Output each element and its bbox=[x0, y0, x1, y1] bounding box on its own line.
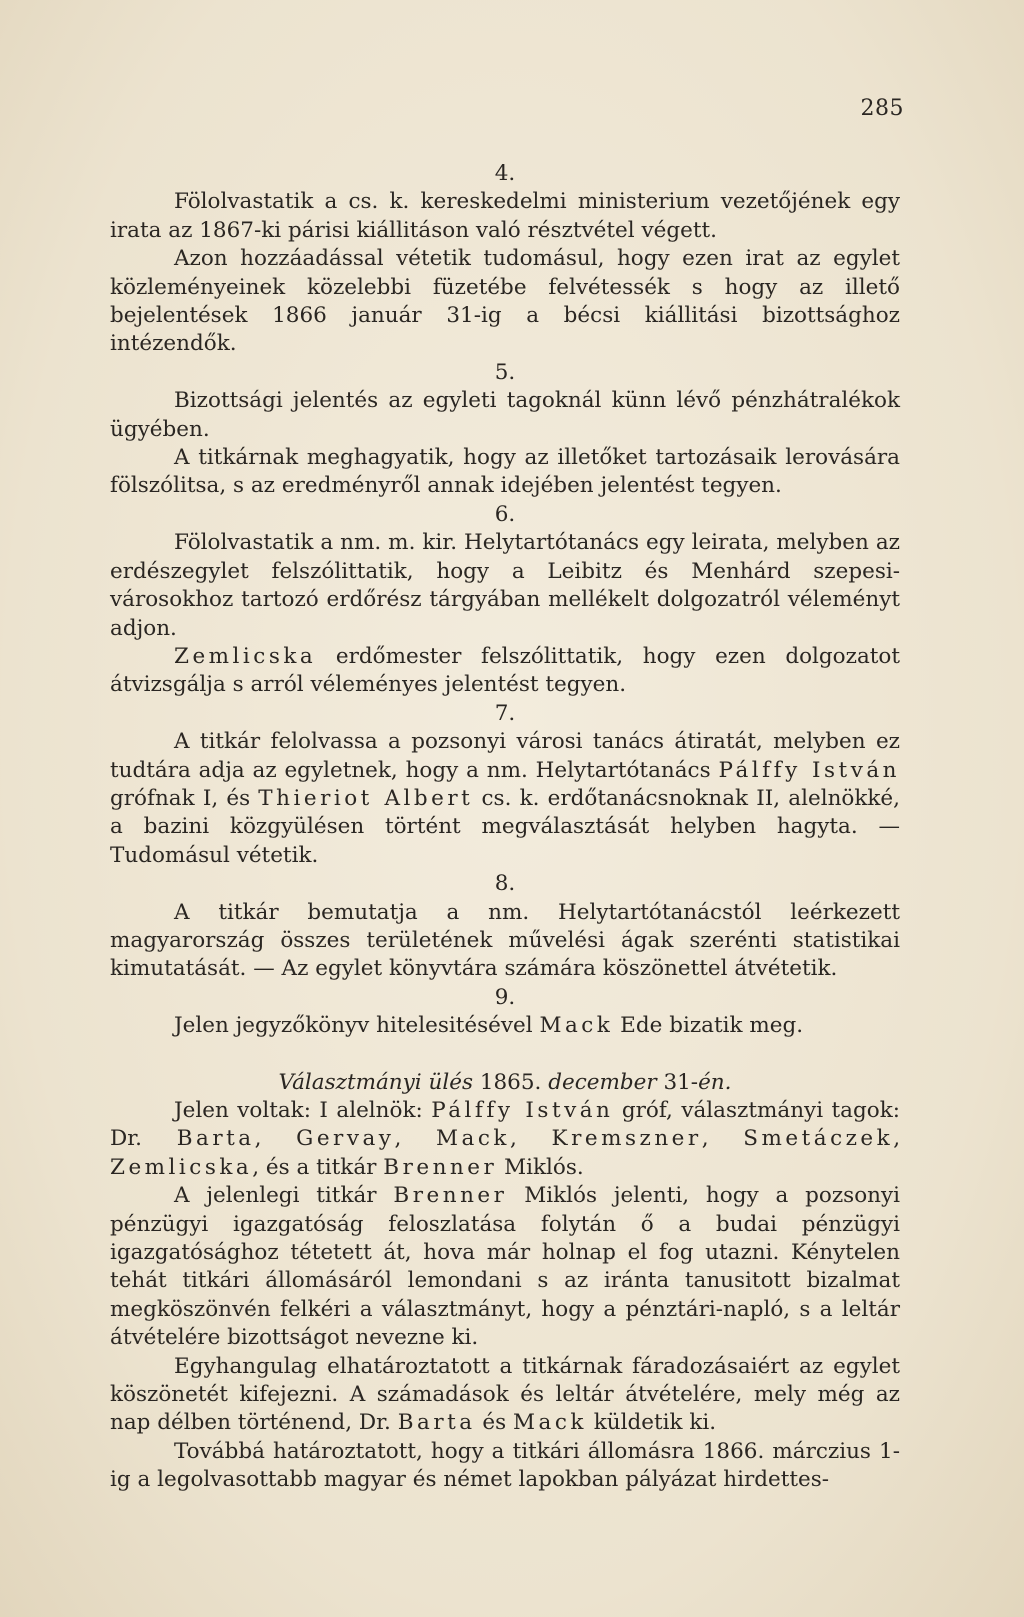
paragraph: Zemlicska erdőmester felszólittatik, hogy ezen dolgozatot átvizsgálja s arról véleményes jelentést tegyen. bbox=[110, 643, 900, 698]
section-number-7: 7. bbox=[494, 700, 516, 726]
page-text bbox=[110, 160, 900, 1495]
paragraph: A titkár felolvassa a pozsonyi városi tanács átiratát, melyben ez tudtára adja az egyletnek, hogy a nm. Helytartótanács Pálffy István grófnak I, és Thieriot Albert cs. k. erdőtanácsnoknak II, alelnökké, a bazini közgyülésen történt megválasztását helyben hagyta. — Tudomásul vétetik. bbox=[110, 729, 901, 868]
section-number-4: 4. bbox=[494, 161, 516, 186]
paragraph: Jelen voltak: I alelnök: Pálffy István gróf, választmányi tagok: Dr. Barta, Gervay, Mack, Kremszner, Smetáczek, Zemlicska, és a titkár Brenner Miklós. bbox=[110, 1098, 901, 1180]
paragraph: Fölolvastatik a nm. m. kir. Helytartótanács egy leirata, melyben az erdészegylet felszólittatik, hogy a Leibitz és Menhárd szepesi-városokhoz tartozó erdőrész tárgyában mellékelt dolgozatról véleményt adjon. bbox=[110, 530, 900, 641]
paragraph: Továbbá határoztatott, hogy a titkári állomásra 1866. márczius 1-ig a legolvasottabb magyar és német lapokban pályázat hirdettes- bbox=[110, 1438, 900, 1493]
paragraph: Fölolvastatik a cs. k. kereskedelmi ministerium vezetőjének egy irata az 1867-ki párisi kiállitáson való résztvétel végett. bbox=[110, 189, 900, 243]
paragraph: A titkár bemutatja a nm. Helytartótanácstól leérkezett magyarország összes területének művelési ágak szerénti statistikai kimutatását. — Az egylet könyvtára számára köszönettel átvétetik. bbox=[110, 899, 900, 982]
section-number-5: 5. bbox=[494, 359, 516, 385]
page-number: 285 bbox=[860, 96, 904, 121]
section-number-9: 9. bbox=[494, 984, 516, 1010]
person-name: Zemlicska bbox=[174, 643, 317, 669]
spacer bbox=[110, 1041, 900, 1069]
person-name: Mack bbox=[539, 1013, 614, 1039]
person-name: Thieriot Albert bbox=[258, 785, 474, 811]
paragraph: A titkárnak meghagyatik, hogy az illetőket tartozásaik lerovására fölszólitsa, s az eredményről annak idejében jelentést tegyen. bbox=[110, 445, 900, 499]
section-number-8: 8. bbox=[494, 871, 516, 897]
paragraph: A jelenlegi titkár Brenner Miklós jelenti, hogy a pozsonyi pénzügyi igazgatóság feloszlatása folytán ő a budai pénzügyi igazgatósághoz tétetett át, hova már holnap el fog utazni. Kénytelen tehát titkári állomásáról lemondani s az iránta tanusitott bizalmat megköszönvén felkéri a választmányt, hogy a pénztári-napló, s a leltár átvételére bizottságot nevezne ki. bbox=[110, 1183, 901, 1351]
paragraph: Bizottsági jelentés az egyleti tagoknál künn lévő pénzhátralékok ügyében. bbox=[110, 388, 900, 442]
section-number-6: 6. bbox=[494, 501, 516, 527]
paragraph: Azon hozzáadással vétetik tudomásul, hogy ezen irat az egylet közleményeinek közelebbi füzetébe felvétessék s hogy az illető bejelentések 1866 január 31-ig a bécsi kiállitási bizottsághoz intézendők. bbox=[110, 246, 900, 357]
paragraph: Egyhangulag elhatároztatott a titkárnak fáradozásaiért az egylet köszönetét kifejezni. A számadások és leltár átvételére, mely még az nap délben történend, Dr. Barta és Mack küldetik ki. bbox=[110, 1353, 900, 1436]
person-name: Pálffy István bbox=[718, 757, 901, 783]
paragraph: Jelen jegyzőkönyv hitelesitésével Mack Ede bizatik meg. bbox=[174, 1013, 804, 1039]
session-heading: Választmányi ülés 1865. december 31-én. bbox=[278, 1069, 732, 1095]
